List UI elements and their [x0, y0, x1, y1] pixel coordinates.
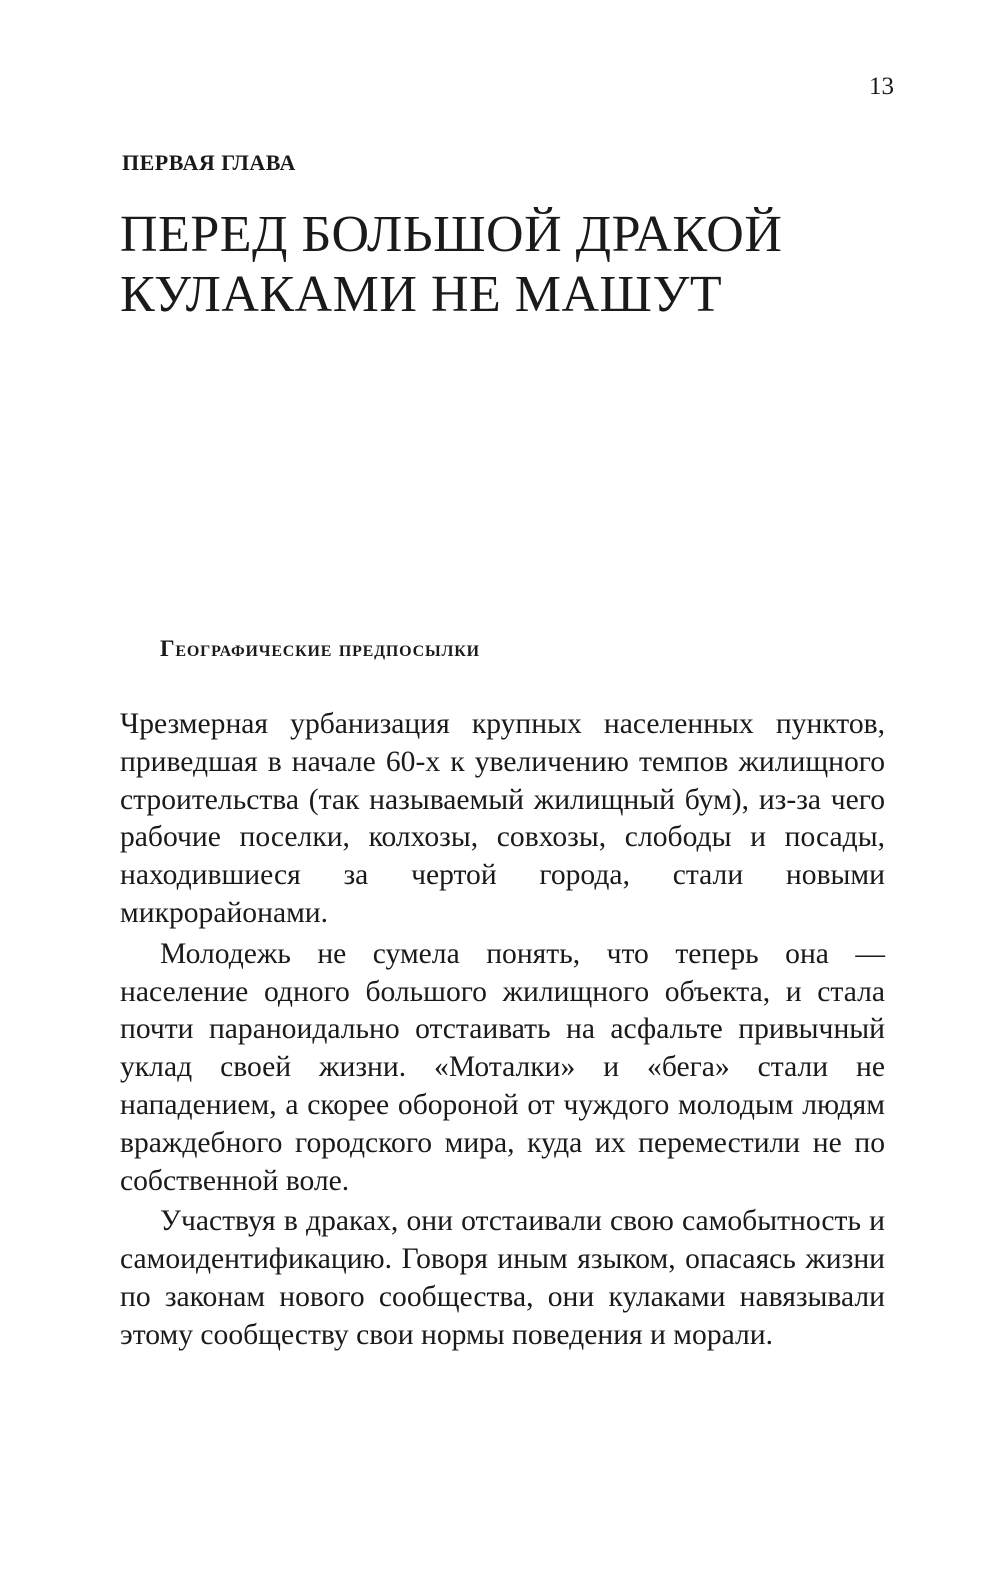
paragraph: Молодежь не сумела понять, что теперь она — население одного большого жилищного объекта, и стала почти параноидально отстаивать на асфальте привычный уклад своей жизни. «Моталки» и «бега» стали не нападением, а скорее обороной от чуждого молодым людям враждебного городского мира, куда их переместили не по собственной воле.	[120, 937, 885, 1197]
chapter-title	[120, 205, 900, 325]
chapter-title-line-1: ПЕРЕД БОЛЬШОЙ ДРАКОЙ	[120, 206, 783, 263]
page-number: 13	[869, 73, 894, 100]
section-heading: Географические предпосылки	[160, 636, 480, 661]
body-text	[120, 706, 885, 1358]
paragraph: Участвуя в драках, они отстаивали свою самобытность и самоидентификацию. Говоря иным языком, опасаясь жизни по законам нового сообщества, они кулаками навязывали этому сообществу свои нормы поведения и морали.	[120, 1205, 885, 1351]
chapter-title-line-2: КУЛАКАМИ НЕ МАШУТ	[120, 266, 723, 323]
paragraph: Чрезмерная урбанизация крупных населенных пунктов, приведшая в начале 60-х к увеличению темпов жилищного строительства (так называемый жилищный бум), из-за чего рабочие поселки, колхозы, совхозы, слободы и посады, находившиеся за чертой города, стали новыми микрорайонами.	[120, 708, 885, 929]
chapter-label: ПЕРВАЯ ГЛАВА	[122, 150, 296, 175]
